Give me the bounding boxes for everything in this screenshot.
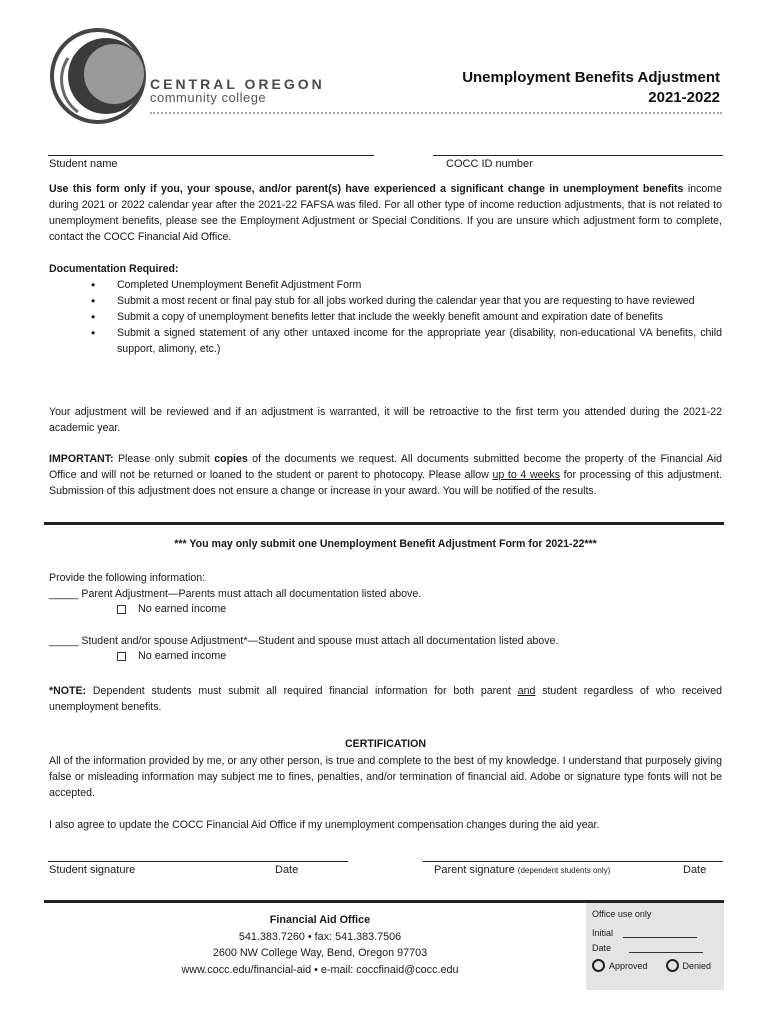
important-weeks: up to 4 weeks <box>492 469 561 481</box>
parent-no-income-label: No earned income <box>138 603 227 615</box>
initial-label: Initial <box>592 928 614 938</box>
form-title-year: 2021-2022 <box>648 89 720 106</box>
parent-no-income-option[interactable] <box>117 603 226 615</box>
parent-signature-text: Parent signature <box>434 864 515 876</box>
denied-radio[interactable] <box>666 959 679 972</box>
important-text-2: of the documents we request. All documents submitted become the property of the Financial Aid Office and will not be returned or loaned to the student or parent to photocopy. Please allow <box>49 453 722 481</box>
parent-signature-note: (dependent students only) <box>517 866 611 875</box>
important-text-3: for processing of this adjustment. Submission of this adjustment does not ensure a change or increase in your award. You will be notified of the results. <box>49 469 722 497</box>
student-adjustment-line[interactable]: _____ Student and/or spouse Adjustment*—Student and spouse must attach all documentation listed above. <box>49 635 559 647</box>
cocc-id-label: COCC ID number <box>446 158 533 170</box>
parent-date-label: Date <box>683 864 707 876</box>
section-divider <box>44 522 724 525</box>
student-name-field[interactable] <box>48 155 374 156</box>
college-logo-icon <box>48 28 158 124</box>
form-title <box>462 68 720 108</box>
student-signature-label: Student signature <box>49 864 136 876</box>
student-date-label: Date <box>275 864 299 876</box>
header-dotted-divider <box>150 112 722 114</box>
note-and: and <box>517 685 536 697</box>
parent-signature-field[interactable] <box>423 861 723 862</box>
intro-paragraph <box>49 181 722 245</box>
certification-text: All of the information provided by me, or any other person, is true and complete to the best of my knowledge. I understand that purposely giving false or misleading information may subject me to fines, penalties, and/or termination of financial aid. Adobe or signature type fonts will not be accepted. <box>49 755 722 799</box>
student-no-income-checkbox[interactable] <box>117 652 126 661</box>
cocc-id-field[interactable] <box>433 155 723 156</box>
office-date-field[interactable] <box>629 944 703 953</box>
list-item: • Completed Unemployment Benefit Adjustment Form <box>49 277 722 293</box>
footer-divider <box>44 900 590 903</box>
office-use-title: Office use only <box>592 909 652 919</box>
parent-signature-label <box>434 864 610 876</box>
intro-rest: income during 2021 or 2022 calendar year after the 2021-22 FAFSA was filed. For all other type of income reduction adjustments, that is not related to unemployment benefits, please see the Employment Adjustment or Special Conditions. If you are unsure which adjustment form to complete, contact the COCC Financial Aid Office. <box>49 183 723 243</box>
note-paragraph <box>49 683 722 715</box>
form-title-line1: Unemployment Benefits Adjustment <box>462 69 720 86</box>
documentation-heading: Documentation Required: <box>49 263 179 275</box>
important-text-1: Please only submit <box>113 453 215 465</box>
list-item: • Submit a most recent or final pay stub for all jobs worked during the calendar year that you are requesting to have reviewed <box>49 293 722 309</box>
student-no-income-option[interactable] <box>117 650 226 662</box>
intro-bold-lead: Use this form only if you, your spouse, and/or parent(s) have experienced a significant change in unemployment benefits <box>49 183 684 195</box>
student-no-income-label: No earned income <box>138 650 227 662</box>
one-form-note: *** You may only submit one Unemployment Benefit Adjustment Form for 2021-22*** <box>174 538 597 550</box>
documentation-section <box>49 261 722 357</box>
important-label: IMPORTANT: <box>49 453 114 465</box>
footer-contact <box>120 912 520 978</box>
college-name <box>150 76 325 105</box>
list-item: • Submit a copy of unemployment benefits letter that include the weekly benefit amount and expiration date of benefits <box>49 309 722 325</box>
note-text-1: Dependent students must submit all required financial information for both parent <box>86 685 518 697</box>
approved-label: Approved <box>609 960 648 971</box>
footer-title: Financial Aid Office <box>269 914 371 926</box>
important-paragraph <box>49 451 722 499</box>
student-signature-field[interactable] <box>48 861 348 862</box>
note-text-2: student regardless of who received unemployment benefits. <box>49 685 722 713</box>
certification-agree: I also agree to update the COCC Financial Aid Office if my unemployment compensation changes during the aid year. <box>49 819 600 831</box>
note-label: *NOTE: <box>49 685 87 697</box>
college-name-line1: CENTRAL OREGON <box>150 76 325 92</box>
approved-radio[interactable] <box>592 959 605 972</box>
provide-heading: Provide the following information: <box>49 572 206 584</box>
office-use-box <box>586 900 724 990</box>
list-item: • Submit a signed statement of any other untaxed income for the appropriate year (disability, non-educational VA benefits, child support, alimony, etc.) <box>49 325 722 357</box>
student-name-label: Student name <box>49 158 118 170</box>
office-date-label: Date <box>592 943 612 953</box>
important-copies: copies <box>214 453 248 465</box>
parent-no-income-checkbox[interactable] <box>117 605 126 614</box>
initial-field[interactable] <box>623 929 697 938</box>
footer-address: 2600 NW College Way, Bend, Oregon 97703 <box>212 947 428 959</box>
college-name-line2: community college <box>150 90 267 105</box>
parent-adjustment-line[interactable]: _____ Parent Adjustment—Parents must attach all documentation listed above. <box>49 588 422 600</box>
footer-web-email: www.cocc.edu/financial-aid • e-mail: coccfinaid@cocc.edu <box>181 963 459 976</box>
denied-label: Denied <box>682 960 712 971</box>
footer-phone: 541.383.7260 • fax: 541.383.7506 <box>238 930 402 943</box>
review-paragraph: Your adjustment will be reviewed and if an adjustment is warranted, it will be retroactive to the first term you attended during the 2021-22 academic year. <box>49 406 722 434</box>
certification-heading: CERTIFICATION <box>344 738 426 750</box>
documentation-list <box>49 277 722 357</box>
